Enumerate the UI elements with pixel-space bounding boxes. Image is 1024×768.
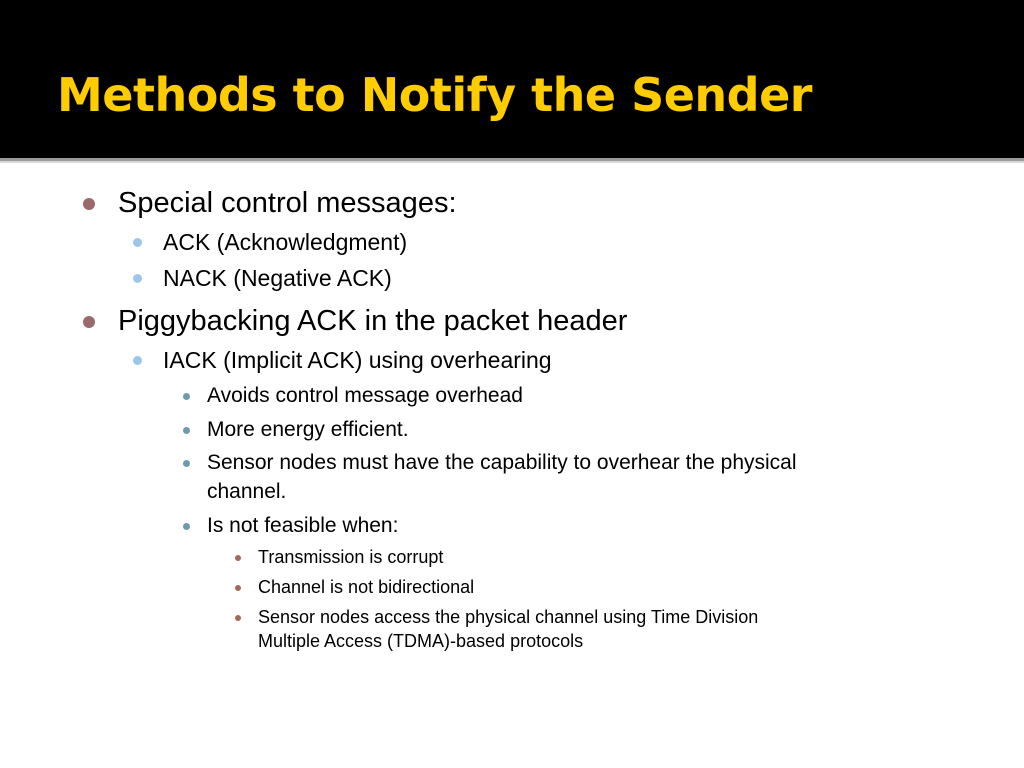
bullet-text: Is not feasible when: [207,514,399,537]
bullet-dot-icon [235,585,241,591]
bullet-text: Special control messages: [118,187,457,219]
bullet-dot-icon [183,427,190,434]
bullet-text-continued: Multiple Access (TDMA)-based protocols [258,631,584,651]
bullet-dot-icon [83,316,95,328]
bullet-dot-icon [183,460,190,467]
bullet-text: Sensor nodes must have the capability to overhear the physical [207,451,797,474]
slide-title: Methods to Notify the Sender [57,68,812,122]
bullet-dot-icon [183,523,190,530]
bullet-text: Piggybacking ACK in the packet header [118,305,628,337]
bullet-text: ACK (Acknowledgment) [163,229,408,255]
bullet-dot-icon [133,238,142,247]
bullet-text: More energy efficient. [207,418,409,441]
bullet-dot-icon [183,393,190,400]
bullet-dot-icon [133,274,142,283]
bullet-dot-icon [235,615,241,621]
bullet-text: Sensor nodes access the physical channel using Time Division [258,607,759,627]
bullet-text: Transmission is corrupt [258,547,444,567]
bullet-text: Channel is not bidirectional [258,577,475,597]
bullet-dot-icon [133,356,142,365]
bullet-dot-icon [83,198,95,210]
bullet-text-continued: channel. [207,480,287,503]
bullet-text: IACK (Implicit ACK) using overhearing [163,347,552,373]
bullet-text: NACK (Negative ACK) [163,265,392,291]
bullet-text: Avoids control message overhead [207,384,523,407]
bullet-dot-icon [235,555,241,561]
